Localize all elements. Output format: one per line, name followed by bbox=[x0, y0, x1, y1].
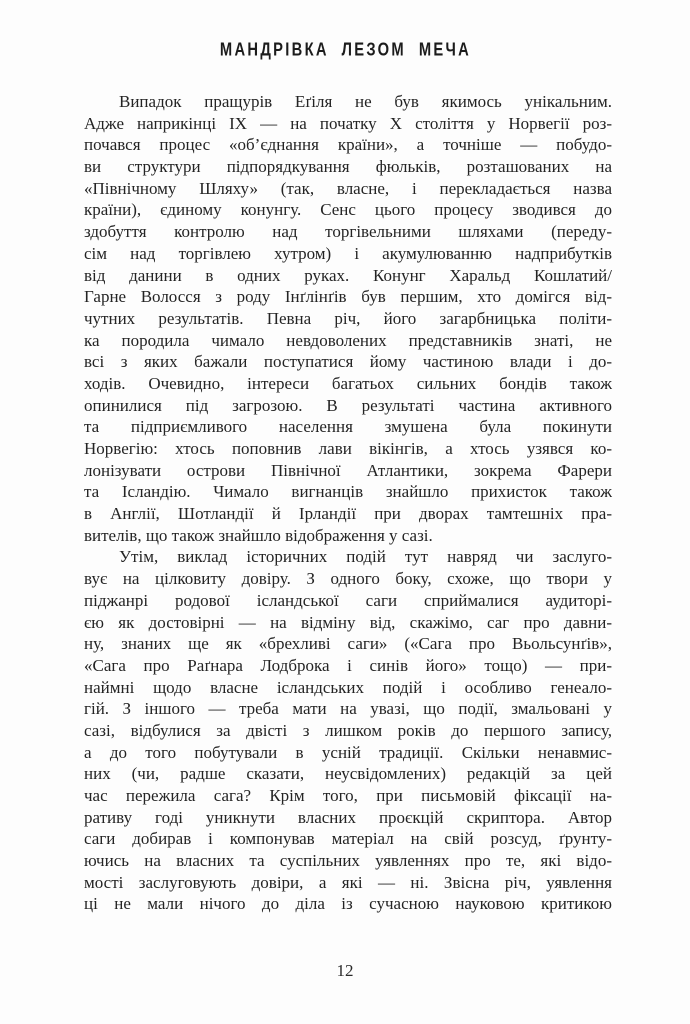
text-line: ходів. Очевидно, інтереси багатьох сильних бондів також bbox=[84, 373, 612, 393]
text-line: Гарне Волосся з роду Інґлінґів був першим, хто домігся від- bbox=[84, 287, 612, 307]
text-line: ви структури підпорядкування фюльків, розташованих на bbox=[84, 157, 612, 177]
text-line: сім над торгівлею хутром) і акумулюванню надприбутків bbox=[84, 243, 612, 263]
text-line: та Ісландію. Чимало вигнанців знайшло прихисток також bbox=[84, 482, 612, 502]
page-number: 12 bbox=[336, 961, 354, 980]
text-line: час пережила сага? Крім того, при письмовій фіксації на- bbox=[84, 786, 612, 805]
text-line: сазі, відбулися за двісті з лишком років до першого запису, bbox=[84, 720, 612, 740]
text-line: єю як достовірні — на відміну від, скажімо, саг про давни- bbox=[84, 612, 612, 632]
text-line: саги добирав і компонував матеріал на свій розсуд, ґрунту- bbox=[84, 829, 612, 849]
text-line: країни), єдиному конунгу. Сенс цього процесу зводився до bbox=[84, 200, 612, 220]
text-line: а до того побутували в усній традиції. Скільки ненавмис- bbox=[84, 742, 612, 762]
text-line: чутних результатів. Певна річ, його загарбницька політи- bbox=[84, 308, 612, 328]
text-line: «Сага про Раґнара Лодброка і синів його» тощо) — при- bbox=[84, 655, 612, 675]
text-line: «Північному Шляху» (так, власне, і перекладається назва bbox=[84, 178, 612, 198]
text-line: Норвегію: хтось поповнив лави вікінгів, а хтось узявся ко- bbox=[84, 439, 612, 458]
text-line: піджанрі родової ісландської саги сприймалися аудиторі- bbox=[84, 590, 612, 610]
text-line: від данини в одних руках. Конунг Харальд Кошлатий/ bbox=[84, 265, 612, 285]
body-text bbox=[84, 91, 612, 915]
text-line: ративу годі уникнути власних проєкцій скриптора. Автор bbox=[84, 807, 612, 827]
text-line: ка породила чимало невдоволених представників знаті, не bbox=[84, 330, 612, 350]
text-line: гій. З іншого — треба мати на увазі, що події, змальовані у bbox=[84, 699, 612, 719]
text-line: лонізувати острови Північної Атлантики, зокрема Фарери bbox=[84, 460, 612, 480]
text-line: Утім, виклад історичних подій тут навряд чи заслуго- bbox=[119, 547, 612, 567]
text-line: та підприємливого населення змушена була покинути bbox=[84, 417, 612, 437]
running-header-text: МАНДРІВКА ЛЕЗОМ МЕЧА bbox=[219, 40, 471, 61]
text-line: мості заслуговують довіри, а які — ні. Звісна річ, уявлення bbox=[84, 872, 612, 892]
text-line: опинилися під загрозою. В результаті частина активного bbox=[84, 395, 612, 415]
text-line: почався процес «об’єднання країни», а точніше — побудо- bbox=[84, 135, 612, 155]
text-line: вує на цілковиту довіру. З одного боку, схоже, що твори у bbox=[84, 569, 612, 589]
text-line: Адже наприкінці IX — на початку X століття у Норвегії роз- bbox=[84, 113, 612, 133]
text-line: ну, знаних ще як «брехливі саги» («Сага про Вьольсунґів», bbox=[84, 634, 612, 654]
text-line: Випадок пращурів Еґіля не був якимось унікальним. bbox=[119, 92, 612, 111]
text-line: вителів, що також знайшло відображення у сазі. bbox=[84, 525, 433, 545]
text-line: в Англії, Шотландії й Ірландії при дворах тамтешніх пра- bbox=[84, 504, 612, 524]
text-line: них (чи, радше сказати, неусвідомлених) редакцій за цей bbox=[84, 764, 612, 784]
text-line: здобуття контролю над торгівельними шляхами (переду- bbox=[84, 222, 612, 242]
running-header bbox=[0, 40, 690, 61]
text-line: наймні щодо власне ісландських подій і особливо генеало- bbox=[84, 677, 612, 697]
text-line: всі з яких бажали поступатися йому частиною влади і до- bbox=[84, 352, 612, 372]
paragraph bbox=[84, 91, 612, 546]
text-line: ючись на власних та суспільних уявленнях про те, які відо- bbox=[84, 851, 612, 871]
paragraph bbox=[84, 546, 612, 915]
text-line: ці не мали нічого до діла із сучасною науковою критикою bbox=[84, 894, 612, 914]
